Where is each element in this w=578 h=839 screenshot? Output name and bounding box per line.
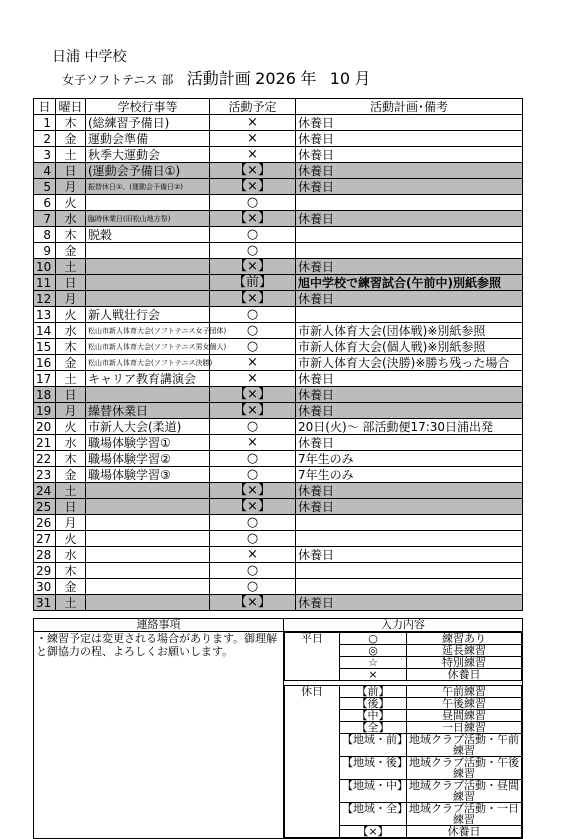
day-cell: 3: [34, 147, 56, 163]
legend-desc: 午後練習: [407, 698, 522, 710]
activity-cell: 【×】: [210, 211, 296, 227]
event-cell: 秋季大運動会: [86, 147, 210, 163]
day-cell: 5: [34, 179, 56, 195]
notes-text: ・練習予定は変更される場合があります。御理解と御協力の程、よろしくお願いします。: [34, 632, 284, 839]
event-cell: 繰替休業日: [86, 403, 210, 419]
activity-cell: ○: [210, 579, 296, 595]
day-cell: 2: [34, 131, 56, 147]
table-row: [34, 307, 523, 323]
dow-cell: 木: [56, 451, 86, 467]
plan-label: 活動計画: [186, 69, 251, 88]
activity-cell: ○: [210, 563, 296, 579]
event-cell: [86, 563, 210, 579]
day-cell: 31: [34, 595, 56, 611]
activity-cell: ○: [210, 227, 296, 243]
day-cell: 25: [34, 499, 56, 515]
dow-cell: 木: [56, 563, 86, 579]
activity-cell: ○: [210, 531, 296, 547]
table-row: [34, 211, 523, 227]
legend-symbol: 【×】: [340, 826, 407, 838]
dow-cell: 月: [56, 515, 86, 531]
legend-symbol: ×: [340, 669, 407, 681]
activity-cell: ○: [210, 323, 296, 339]
table-row: [34, 355, 523, 371]
header-row: [34, 99, 523, 115]
table-row: [34, 499, 523, 515]
legend-desc: 練習あり: [407, 633, 522, 645]
activity-cell: 【前】: [210, 275, 296, 291]
remarks-cell: 7年生のみ: [296, 467, 523, 483]
remarks-cell: 休養日: [296, 259, 523, 275]
dow-cell: 木: [56, 115, 86, 131]
dow-cell: 水: [56, 547, 86, 563]
holiday-label: 休日: [285, 686, 340, 838]
day-cell: 17: [34, 371, 56, 387]
table-row: [34, 227, 523, 243]
dow-cell: 火: [56, 531, 86, 547]
legend-row: [285, 686, 522, 698]
month-unit: 月: [354, 69, 371, 88]
activity-cell: ×: [210, 547, 296, 563]
event-cell: [86, 531, 210, 547]
remarks-cell: 休養日: [296, 483, 523, 499]
table-row: [34, 483, 523, 499]
activity-cell: ×: [210, 131, 296, 147]
table-row: [34, 579, 523, 595]
event-cell: キャリア教育講演会: [86, 371, 210, 387]
year: 2026: [255, 69, 296, 88]
legend-symbol: 【地域・前】: [340, 734, 407, 757]
dow-cell: 土: [56, 483, 86, 499]
activity-cell: ○: [210, 515, 296, 531]
remarks-cell: 休養日: [296, 115, 523, 131]
activity-cell: 【×】: [210, 387, 296, 403]
remarks-cell: [296, 563, 523, 579]
remarks-cell: 市新人体育大会(個人戦)※別紙参照: [296, 339, 523, 355]
event-cell: 新人戦壮行会: [86, 307, 210, 323]
legend-symbol: 【地域・全】: [340, 803, 407, 826]
day-cell: 12: [34, 291, 56, 307]
day-cell: 21: [34, 435, 56, 451]
dow-cell: 木: [56, 227, 86, 243]
dow-cell: 金: [56, 131, 86, 147]
remarks-cell: [296, 515, 523, 531]
table-row: [34, 275, 523, 291]
remarks-cell: 7年生のみ: [296, 451, 523, 467]
day-cell: 1: [34, 115, 56, 131]
dow-cell: 月: [56, 291, 86, 307]
legend-desc: 午前練習: [407, 686, 522, 698]
event-cell: 市新人大会(柔道): [86, 419, 210, 435]
table-row: [34, 419, 523, 435]
legend-symbol: 【後】: [340, 698, 407, 710]
activity-cell: 【×】: [210, 595, 296, 611]
day-cell: 27: [34, 531, 56, 547]
event-cell: [86, 195, 210, 211]
table-row: [34, 163, 523, 179]
dow-cell: 月: [56, 179, 86, 195]
day-cell: 14: [34, 323, 56, 339]
legend-table: [284, 632, 522, 838]
header-school-events: 学校行事等: [86, 99, 210, 115]
activity-cell: 【×】: [210, 179, 296, 195]
remarks-cell: 休養日: [296, 147, 523, 163]
header-dow: 曜日: [56, 99, 86, 115]
day-cell: 6: [34, 195, 56, 211]
day-cell: 13: [34, 307, 56, 323]
dow-cell: 月: [56, 403, 86, 419]
legend-desc: 地域クラブ活動・一日練習: [407, 803, 522, 826]
dow-cell: 土: [56, 371, 86, 387]
dow-cell: 土: [56, 259, 86, 275]
header-remarks: 活動計画･備考: [296, 99, 523, 115]
legend-symbol: ☆: [340, 657, 407, 669]
remarks-cell: 休養日: [296, 403, 523, 419]
event-cell: 職場体験学習②: [86, 451, 210, 467]
remarks-cell: 休養日: [296, 131, 523, 147]
event-cell: [86, 579, 210, 595]
dow-cell: 水: [56, 211, 86, 227]
legend-desc: 地域クラブ活動・午前練習: [407, 734, 522, 757]
day-cell: 24: [34, 483, 56, 499]
dow-cell: 火: [56, 307, 86, 323]
activity-cell: 【×】: [210, 403, 296, 419]
table-row: [34, 179, 523, 195]
remarks-cell: [296, 243, 523, 259]
day-cell: 16: [34, 355, 56, 371]
legend-desc: 地域クラブ活動・午後練習: [407, 757, 522, 780]
table-row: [34, 291, 523, 307]
table-row: [34, 403, 523, 419]
dow-cell: 金: [56, 355, 86, 371]
day-cell: 8: [34, 227, 56, 243]
footer-table: [33, 618, 523, 839]
event-cell: 職場体験学習①: [86, 435, 210, 451]
table-row: [34, 147, 523, 163]
day-cell: 15: [34, 339, 56, 355]
activity-cell: ×: [210, 371, 296, 387]
day-cell: 9: [34, 243, 56, 259]
table-row: [34, 451, 523, 467]
day-cell: 11: [34, 275, 56, 291]
remarks-cell: 市新人体育大会(団体戦)※別紙参照: [296, 323, 523, 339]
legend-symbol: 【全】: [340, 722, 407, 734]
header-day: 日: [34, 99, 56, 115]
dow-cell: 金: [56, 243, 86, 259]
day-cell: 29: [34, 563, 56, 579]
dow-cell: 水: [56, 435, 86, 451]
day-cell: 4: [34, 163, 56, 179]
day-cell: 26: [34, 515, 56, 531]
activity-cell: ×: [210, 435, 296, 451]
event-cell: 振替休日①、(運動会予備日②): [86, 179, 210, 195]
event-cell: 臨時休業日(旧松山地方祭): [86, 211, 210, 227]
legend-desc: 一日練習: [407, 722, 522, 734]
legend-symbol: 【前】: [340, 686, 407, 698]
remarks-cell: [296, 579, 523, 595]
month: 10: [329, 69, 351, 88]
legend-desc: 昼間練習: [407, 710, 522, 722]
dow-cell: 日: [56, 275, 86, 291]
dow-cell: 日: [56, 499, 86, 515]
dow-cell: 木: [56, 339, 86, 355]
dow-cell: 土: [56, 147, 86, 163]
table-row: [34, 515, 523, 531]
activity-cell: ○: [210, 307, 296, 323]
dow-cell: 水: [56, 323, 86, 339]
weekday-label: 平日: [285, 633, 340, 681]
activity-cell: ○: [210, 467, 296, 483]
dow-cell: 日: [56, 387, 86, 403]
remarks-cell: 休養日: [296, 163, 523, 179]
table-row: [34, 435, 523, 451]
legend-row: [285, 633, 522, 645]
day-cell: 28: [34, 547, 56, 563]
event-cell: [86, 515, 210, 531]
legend-desc: 延長練習: [407, 645, 522, 657]
event-cell: [86, 499, 210, 515]
dow-cell: 日: [56, 163, 86, 179]
activity-cell: ○: [210, 451, 296, 467]
event-cell: [86, 483, 210, 499]
event-cell: [86, 291, 210, 307]
event-cell: (運動会予備日①): [86, 163, 210, 179]
activity-cell: ○: [210, 339, 296, 355]
remarks-cell: 休養日: [296, 211, 523, 227]
event-cell: [86, 387, 210, 403]
remarks-cell: [296, 195, 523, 211]
day-cell: 18: [34, 387, 56, 403]
schedule-table: [33, 98, 523, 611]
activity-cell: ○: [210, 243, 296, 259]
event-cell: [86, 275, 210, 291]
table-row: [34, 323, 523, 339]
dow-cell: 土: [56, 595, 86, 611]
activity-cell: ×: [210, 355, 296, 371]
table-row: [34, 243, 523, 259]
legend-symbol: ◎: [340, 645, 407, 657]
event-cell: (総練習予備日): [86, 115, 210, 131]
day-cell: 7: [34, 211, 56, 227]
remarks-cell: 休養日: [296, 547, 523, 563]
event-cell: 松山市新人体育大会(ソフトテニス男女個人): [86, 339, 210, 355]
table-row: [34, 531, 523, 547]
remarks-cell: 20日(火)～ 部活動便17:30日浦出発: [296, 419, 523, 435]
table-row: [34, 595, 523, 611]
legend-symbol: 【中】: [340, 710, 407, 722]
remarks-cell: [296, 531, 523, 547]
remarks-cell: 休養日: [296, 499, 523, 515]
table-row: [34, 563, 523, 579]
activity-cell: 【×】: [210, 291, 296, 307]
dow-cell: 火: [56, 419, 86, 435]
activity-cell: ○: [210, 419, 296, 435]
remarks-cell: 休養日: [296, 291, 523, 307]
remarks-cell: 休養日: [296, 595, 523, 611]
remarks-cell: [296, 307, 523, 323]
legend-desc: 特別練習: [407, 657, 522, 669]
event-cell: 松山市新人体育大会(ソフトテニス決勝): [86, 355, 210, 371]
remarks-cell: 休養日: [296, 435, 523, 451]
activity-cell: 【×】: [210, 483, 296, 499]
page-title: [62, 66, 371, 89]
day-cell: 20: [34, 419, 56, 435]
legend-symbol: 【地域・中】: [340, 780, 407, 803]
school-name: 日浦 中学校: [52, 49, 127, 65]
legend-desc: 休養日: [407, 669, 522, 681]
table-row: [34, 115, 523, 131]
header-activity: 活動予定: [210, 99, 296, 115]
day-cell: 22: [34, 451, 56, 467]
table-row: [34, 387, 523, 403]
notes-heading: 連絡事項: [34, 619, 284, 632]
club-name: 女子ソフトテニス 部: [62, 73, 174, 87]
event-cell: [86, 259, 210, 275]
day-cell: 23: [34, 467, 56, 483]
remarks-cell: 市新人体育大会(決勝)※勝ち残った場合: [296, 355, 523, 371]
activity-cell: ×: [210, 115, 296, 131]
remarks-cell: 休養日: [296, 371, 523, 387]
table-row: [34, 547, 523, 563]
remarks-cell: 休養日: [296, 179, 523, 195]
table-row: [34, 131, 523, 147]
day-cell: 30: [34, 579, 56, 595]
day-cell: 10: [34, 259, 56, 275]
event-cell: 職場体験学習③: [86, 467, 210, 483]
table-row: [34, 371, 523, 387]
activity-cell: ○: [210, 195, 296, 211]
activity-cell: 【×】: [210, 163, 296, 179]
remarks-cell: [296, 227, 523, 243]
dow-cell: 金: [56, 579, 86, 595]
table-row: [34, 339, 523, 355]
remarks-cell: 旭中学校で練習試合(午前中)別紙参照: [296, 275, 523, 291]
dow-cell: 金: [56, 467, 86, 483]
table-row: [34, 195, 523, 211]
year-unit: 年: [300, 69, 317, 88]
event-cell: 脱穀: [86, 227, 210, 243]
event-cell: [86, 243, 210, 259]
legend-desc: 地域クラブ活動・昼間練習: [407, 780, 522, 803]
activity-cell: 【×】: [210, 499, 296, 515]
event-cell: 運動会準備: [86, 131, 210, 147]
event-cell: [86, 547, 210, 563]
day-cell: 19: [34, 403, 56, 419]
activity-cell: 【×】: [210, 259, 296, 275]
legend-desc: 休養日: [407, 826, 522, 838]
dow-cell: 火: [56, 195, 86, 211]
table-row: [34, 467, 523, 483]
legend-symbol: ○: [340, 633, 407, 645]
remarks-cell: 休養日: [296, 387, 523, 403]
event-cell: 松山市新人体育大会(ソフトテニス女子団体): [86, 323, 210, 339]
activity-cell: ×: [210, 147, 296, 163]
table-row: [34, 259, 523, 275]
legend-symbol: 【地域・後】: [340, 757, 407, 780]
event-cell: [86, 595, 210, 611]
legend-heading: 入力内容: [284, 619, 523, 632]
